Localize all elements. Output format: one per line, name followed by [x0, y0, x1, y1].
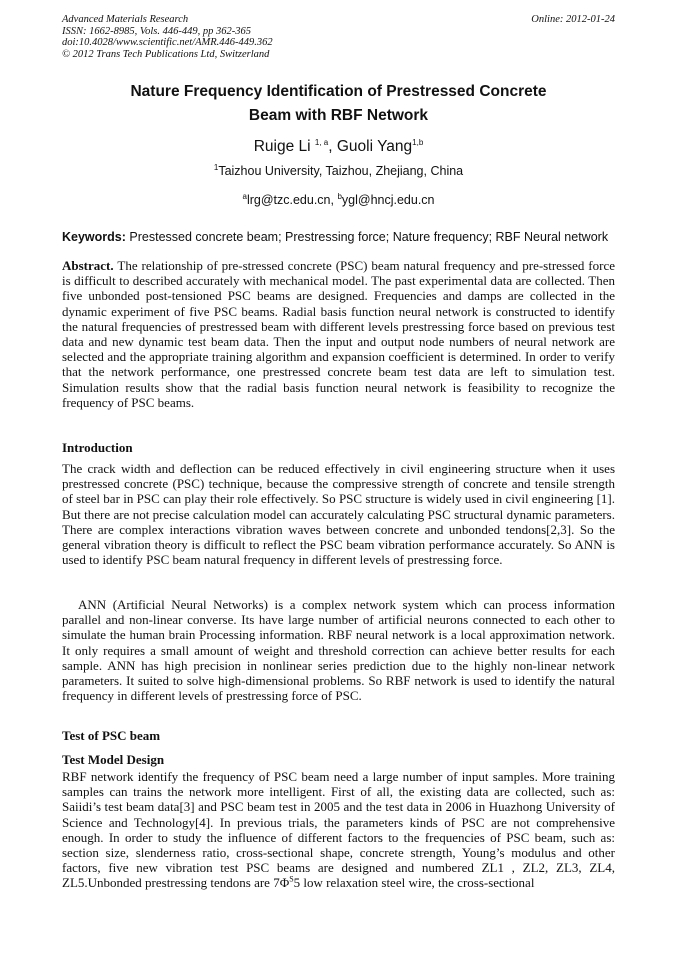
abstract-text: The relationship of pre-stressed concrete (PSC) beam natural frequency and pre-stressed force is difficult to described accurately with mechanical model. The past experimental data are collected. Then five unbonded post-tensioned PSC beams are designed. Frequencies and damps are collected in the dynamic experiment of five PSC beams. Radial basis function neural network is constructed to identify the natural frequencies of prestressed beam with different levels prestressing force based on previous test data and new dynamic test beam data. Then the input and output node numbers of neural network are selected and the appropriate training algorithm and expansion coefficient is determined. In order to verify that the network performance, one prestressed concrete beam test data are left to simulation test. Simulation results show that the radial basis function neural network is feasibility to recognize the frequency of PSC beams. — [62, 258, 615, 410]
introduction-paragraph-1: The crack width and deflection can be reduced effectively in civil engineering structure when it uses prestressed concrete (PSC) technique, because the compressive strength of concrete and tensile strength of steel bar in PSC can play their role effectively. So PSC structure is widely used in civil engineering [1]. But there are not precise calculation model can accurately calculating PSC structural dynamic parameters. There are complex interactions vibration waves between concrete and unbonded tendons[2,3]. So the general vibration theory is difficult to reflect the PSC beam vibration performance accurately. So ANN is used to identify PSC beam natural frequency in different levels of prestressing force. — [62, 461, 615, 568]
test-model-text-1: RBF network identify the frequency of PSC beam need a large number of input samples. More training samples can trains the network more intelligent. First of all, the existing data are collected, such as: Saiidi’s test beam data[3] and PSC beam test in 2005 and the test data in 2006 in Huazhong University of Science and Technology[4]. In previous trials, the parameters kinds of PSC are not comprehensive enough. In order to study the influence of different factors to the frequencies of PSC beam, such as: section size, slenderness ratio, cross-sectional shape, concrete strength, Young’s modulus and other factors, five new vibration test PSC beams are designed and numbered ZL1 , ZL2, ZL3, ZL4, ZL5.Unbonded prestressing tendons are 7Φ — [62, 769, 615, 891]
introduction-heading: Introduction — [62, 440, 133, 455]
author-1-name: Ruige Li — [253, 138, 311, 155]
doi-line[interactable]: doi:10.4028/www.scientific.net/AMR.446-449.362 — [62, 37, 273, 48]
affiliation-mark: 1 — [213, 162, 219, 172]
copyright-line: © 2012 Trans Tech Publications Ltd, Switzerland — [62, 48, 270, 60]
author-separator: , — [328, 138, 333, 155]
test-model-text-2: 5 low relaxation steel wire, the cross-sectional — [293, 875, 535, 891]
keywords — [62, 230, 615, 244]
affiliation-text: Taizhou University, Taizhou, Zhejiang, China — [218, 164, 464, 178]
introduction-paragraph-2: ANN (Artificial Neural Networks) is a complex network system which can process information parallel and non-linear converse. Its have large number of artificial neurons connected to each other to simulate the human brain Processing information. RBF neural network is a local approximation network. It only requires a small amount of weight and threshold correction can achieve better results for each sample. ANN has high precision in nonlinear series prediction due to the highly non-linear network parameters. It suited to solve high-dimensional problems. So RBF network is used to identify the natural frequency in different levels of prestressing force of PSC. — [62, 597, 615, 704]
keywords-label: Keywords: — [62, 230, 126, 244]
keywords-text: Prestessed concrete beam; Prestressing force; Nature frequency; RBF Neural network — [129, 230, 609, 244]
email-b-mark: b — [337, 191, 342, 201]
abstract-label: Abstract. — [62, 258, 114, 273]
abstract — [62, 258, 615, 410]
test-model-paragraph — [62, 769, 615, 891]
email-b[interactable]: ygl@hncj.edu.cn — [341, 193, 435, 207]
email-a-mark: a — [242, 191, 247, 201]
title-line-1: Nature Frequency Identification of Prestressed Concrete — [130, 83, 547, 100]
author-2-affil-mark: 1,b — [412, 137, 424, 147]
affiliation — [62, 164, 615, 178]
author-1-affil-mark: 1, a — [314, 137, 329, 147]
issn-line: ISSN: 1662-8985, Vols. 446-449, pp 362-365 — [62, 25, 251, 37]
title-line-2: Beam with RBF Network — [248, 107, 429, 124]
author-emails — [62, 193, 615, 207]
email-a[interactable]: lrg@tzc.edu.cn, — [246, 193, 334, 207]
online-date: Online: 2012-01-24 — [531, 14, 615, 25]
test-model-subheading: Test Model Design — [62, 752, 165, 767]
journal-header — [62, 14, 615, 60]
steel-wire-sup: S — [289, 875, 294, 885]
author-2-name: Guoli Yang — [336, 138, 413, 155]
test-section-heading: Test of PSC beam — [62, 728, 161, 743]
author-list — [62, 138, 615, 156]
paper-title — [62, 80, 615, 128]
journal-name: Advanced Materials Research — [62, 14, 189, 25]
